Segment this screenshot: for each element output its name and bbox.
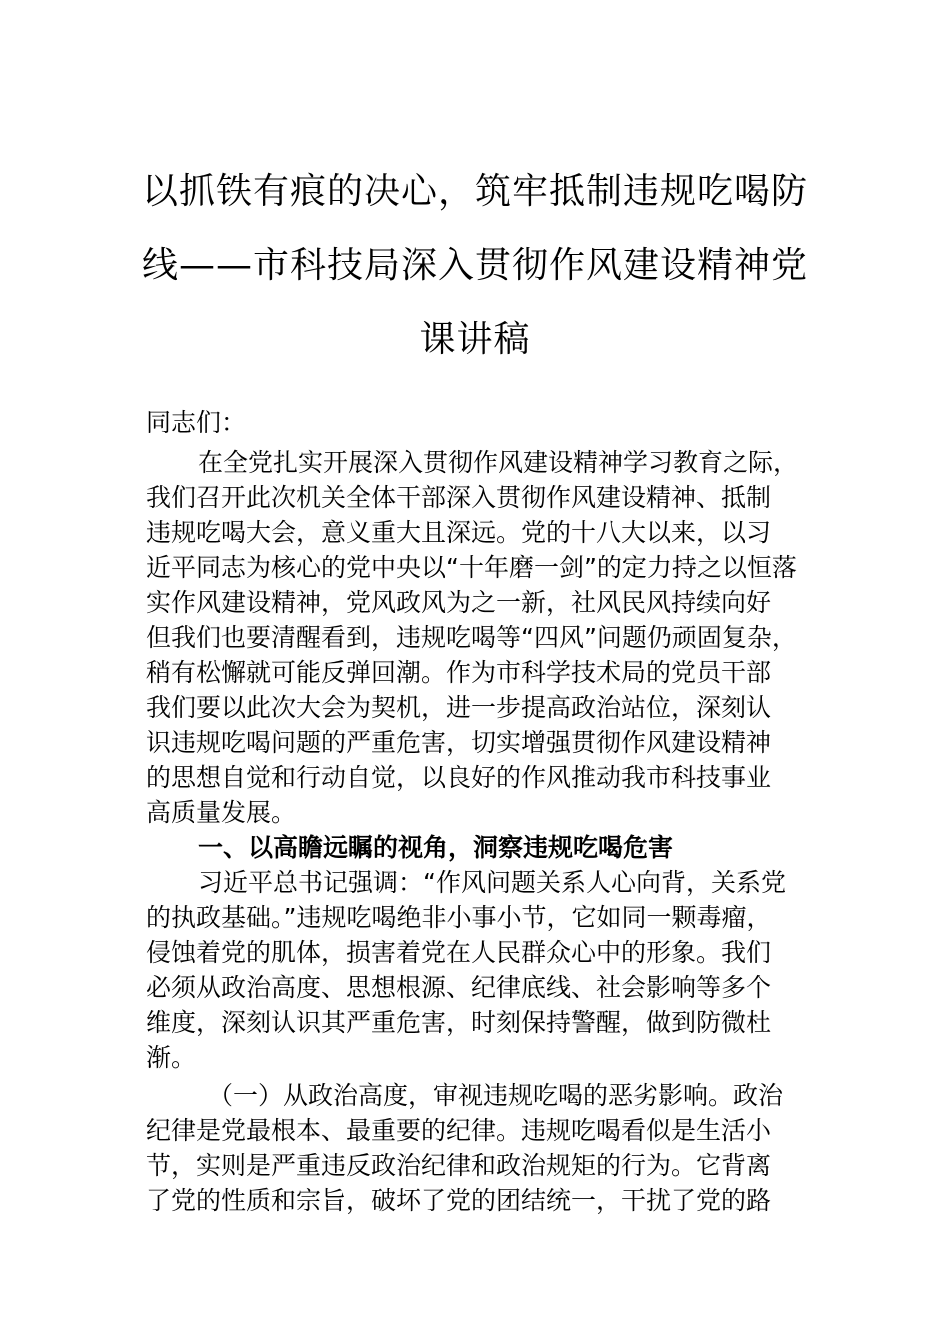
paragraph-line: 的思想自觉和行动自觉，以良好的作风推动我市科技事业	[146, 763, 772, 792]
paragraph-line: 习近平总书记强调：“作风问题关系人心向背，关系党	[198, 868, 786, 897]
paragraph-line: （一）从政治高度，审视违规吃喝的恶劣影响。政治	[208, 1081, 784, 1110]
salutation: 同志们：	[146, 408, 247, 437]
paragraph-line: 侵蚀着党的肌体，损害着党在人民群众心中的形象。我们	[146, 938, 772, 967]
title-line-3: 课讲稿	[419, 319, 531, 360]
paragraph-line: 的执政基础。”违规吃喝绝非小事小节，它如同一颗毒瘤，	[146, 903, 772, 932]
paragraph-line: 但我们也要清醒看到，违规吃喝等“四风”问题仍顽固复杂，	[146, 623, 797, 652]
paragraph-line: 高质量发展。	[146, 798, 297, 827]
title-line-2: 线——市科技局深入贯彻作风建设精神党	[141, 245, 808, 286]
paragraph-line: 纪律是党最根本、最重要的纪律。违规吃喝看似是生活小	[146, 1116, 772, 1145]
paragraph-line: 渐。	[146, 1043, 197, 1072]
paragraph-line: 近平同志为核心的党中央以“十年磨一剑”的定力持之以恒落	[146, 553, 797, 582]
paragraph-line: 我们召开此次机关全体干部深入贯彻作风建设精神、抵制	[146, 483, 772, 512]
section-heading: 一、以高瞻远瞩的视角，洞察违规吃喝危害	[198, 833, 674, 862]
paragraph-line: 维度，深刻认识其严重危害，时刻保持警醒，做到防微杜	[146, 1008, 772, 1037]
paragraph-line: 我们要以此次大会为契机，进一步提高政治站位，深刻认	[146, 693, 772, 722]
paragraph-line: 必须从政治高度、思想根源、纪律底线、社会影响等多个	[146, 973, 772, 1002]
paragraph-line: 实作风建设精神，党风政风为之一新，社风民风持续向好	[146, 588, 772, 617]
paragraph-line: 节，实则是严重违反政治纪律和政治规矩的行为。它背离	[146, 1151, 772, 1180]
paragraph-line: 了党的性质和宗旨，破坏了党的团结统一，干扰了党的路	[146, 1186, 772, 1215]
paragraph-line: 识违规吃喝问题的严重危害，切实增强贯彻作风建设精神	[146, 728, 772, 757]
title-line-1: 以抓铁有痕的决心，筑牢抵制违规吃喝防	[141, 171, 808, 212]
paragraph-line: 稍有松懈就可能反弹回潮。作为市科学技术局的党员干部	[146, 658, 772, 687]
paragraph-line: 在全党扎实开展深入贯彻作风建设精神学习教育之际，	[198, 448, 799, 477]
paragraph-line: 违规吃喝大会，意义重大且深远。党的十八大以来，以习	[146, 518, 772, 547]
